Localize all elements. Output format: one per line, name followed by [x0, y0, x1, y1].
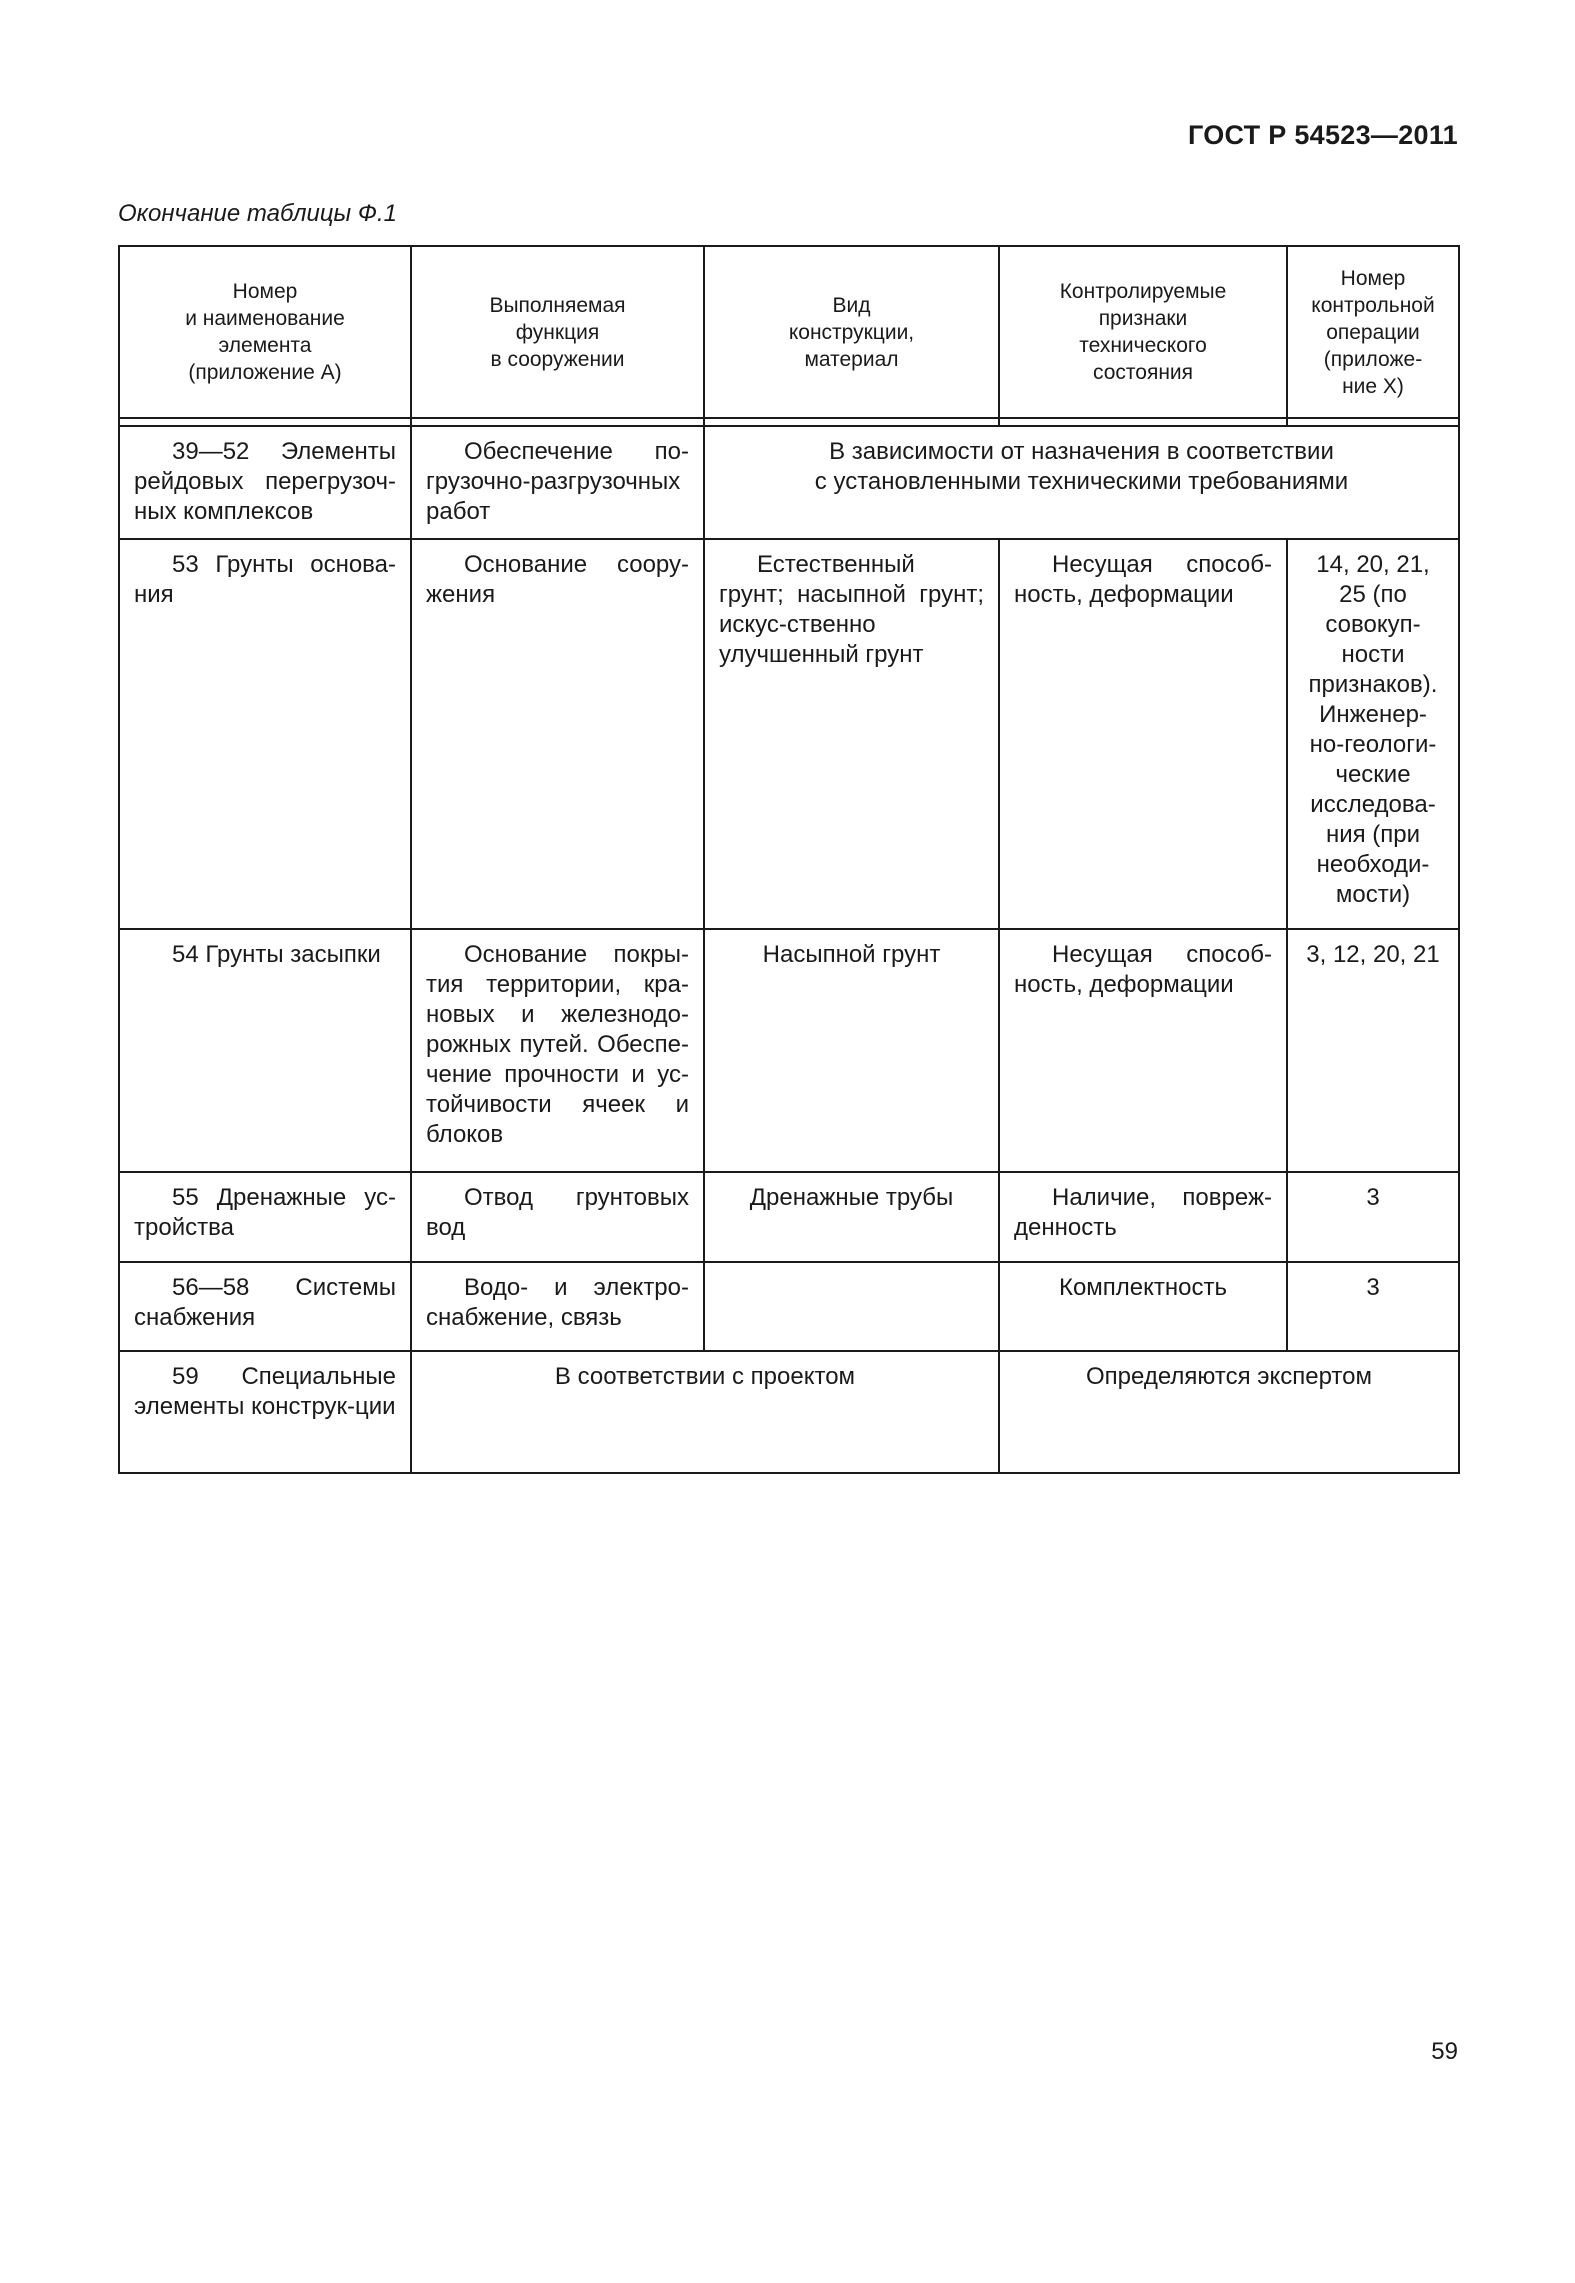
header-separator [119, 418, 1459, 426]
cell-operation: 3 [1366, 1184, 1380, 1211]
cell-construction: Насыпной грунт [762, 941, 941, 968]
cell-merged: Определяются экспертом [1086, 1363, 1372, 1390]
table-header-row [119, 246, 1459, 418]
table-row [119, 1172, 1459, 1262]
cell-element: 53 Грунты основа-ния [134, 551, 396, 608]
cell-element: 54 Грунты засыпки [172, 941, 381, 968]
table-row [119, 929, 1459, 1172]
table-row [119, 426, 1459, 539]
inspection-table [118, 245, 1460, 1474]
col-header-function: Выполняемая функция в сооружении [411, 246, 704, 418]
cell-merged: В зависимости от назначения в соответствии с установленными техническими требованиями [814, 438, 1349, 495]
table-row [119, 1351, 1459, 1473]
cell-operation: 14, 20, 21, 25 (по совокуп-ности признаков). Инженер-но-геологи-ческие исследова-ния (при необходи-мости) [1308, 551, 1438, 908]
col-header-element: Номер и наименование элемента (приложение А) [119, 246, 411, 418]
cell-element: 56—58 Системы снабжения [134, 1274, 396, 1331]
document-id: ГОСТ Р 54523—2011 [1187, 120, 1458, 150]
table-caption: Окончание таблицы Ф.1 [118, 200, 397, 227]
col-header-operation: Номер контрольной операции (приложе- ние Х) [1287, 246, 1459, 418]
cell-function: Водо- и электро-снабжение, связь [426, 1274, 689, 1331]
cell-signs: Несущая способ-ность, деформации [1014, 551, 1272, 608]
cell-operation: 3, 12, 20, 21 [1306, 941, 1440, 968]
col-header-signs: Контролируемые признаки технического состояния [999, 246, 1287, 418]
cell-element: 55 Дренажные ус-тройства [134, 1184, 396, 1241]
cell-operation: 3 [1366, 1274, 1380, 1301]
cell-function: Отвод грунтовых вод [426, 1184, 689, 1241]
table-row [119, 1262, 1459, 1351]
cell-function: Основание покры-тия территории, кра-новых и железнодо-рожных путей. Обеспе-чение прочности и ус-тойчивости ячеек и блоков [426, 941, 689, 1148]
cell-function: Основание соору-жения [426, 551, 689, 608]
cell-signs: Несущая способ-ность, деформации [1014, 941, 1272, 998]
cell-construction [705, 1263, 998, 1283]
cell-merged: В соответствии с проектом [554, 1363, 856, 1390]
cell-element: 59 Специальные элементы конструк-ции [134, 1363, 396, 1420]
col-header-construction: Вид конструкции, материал [704, 246, 999, 418]
cell-signs: Наличие, повреж-денность [1014, 1184, 1272, 1241]
cell-construction: Естественный грунт; насыпной грунт; искус-ственно улучшенный грунт [719, 551, 984, 668]
cell-signs: Комплектность [1058, 1274, 1228, 1301]
table-row [119, 539, 1459, 929]
page-number: 59 [1431, 2038, 1458, 2065]
cell-construction: Дренажные трубы [749, 1184, 954, 1211]
cell-function: Обеспечение по-грузочно-разгрузочных работ [426, 438, 689, 525]
cell-element: 39—52 Элементы рейдовых перегрузоч-ных комплексов [134, 438, 396, 525]
